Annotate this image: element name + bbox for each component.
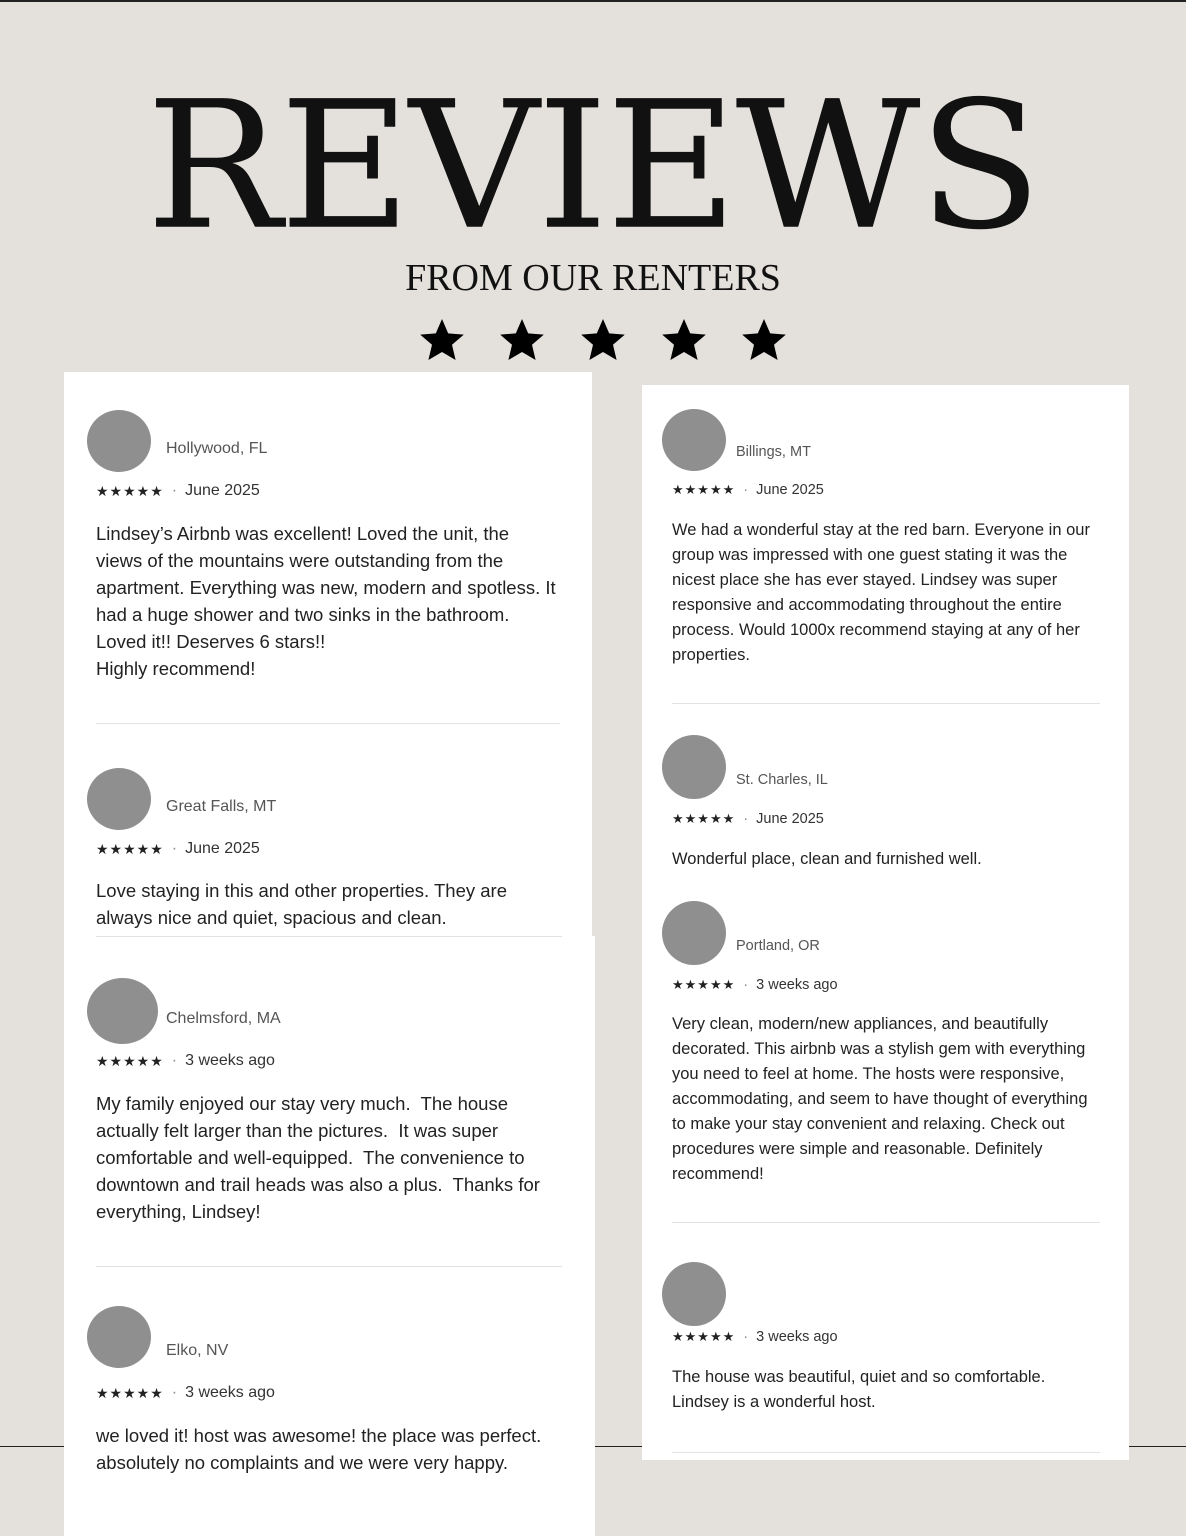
review-text: My family enjoyed our stay very much. The house actually felt larger than the pictures. It was super comfortable and well-equipped. The convenience to downtown and trail heads was also a plus. Thanks for everything, Lindsey! (96, 1093, 546, 1222)
review-date: 3 weeks ago (756, 977, 838, 993)
separator-dot: · (743, 977, 749, 993)
review-rating-row (672, 977, 838, 993)
reviewer-location: Great Falls, MT (166, 798, 277, 815)
review-date: June 2025 (756, 482, 824, 498)
avatar (87, 410, 151, 472)
review-divider (672, 1452, 1100, 1453)
reviewer-location: St. Charles, IL (736, 772, 828, 788)
reviewer-location: Billings, MT (736, 444, 811, 460)
top-border-line (0, 0, 1186, 2)
review-rating-row (672, 811, 824, 827)
star-icon (579, 316, 627, 364)
rating-stars: ★★★★★ (672, 811, 736, 826)
rating-stars: ★★★★★ (672, 482, 736, 497)
rating-stars: ★★★★★ (96, 1384, 164, 1401)
review-date: June 2025 (185, 482, 260, 499)
review-text: Wonderful place, clean and furnished well. (672, 850, 982, 868)
avatar (662, 409, 726, 471)
separator-dot: · (171, 840, 178, 857)
reviewer-location: Portland, OR (736, 938, 820, 954)
avatar (662, 735, 726, 799)
rating-stars: ★★★★★ (96, 840, 164, 857)
review-divider (96, 1266, 562, 1267)
avatar (662, 1262, 726, 1326)
review-date: 3 weeks ago (756, 1329, 838, 1345)
review-rating-row (96, 482, 260, 500)
review-text: Lindsey’s Airbnb was excellent! Loved the unit, the views of the mountains were outstanding from the apartment. Everything was new, modern and spotless. It had a huge shower and two sinks in the bathroom. Loved it!! Deserves 6 stars!! Highly recommend! (96, 523, 556, 679)
reviewer-location: Hollywood, FL (166, 440, 268, 457)
star-icon (660, 316, 708, 364)
separator-dot: · (743, 1329, 749, 1345)
rating-stars: ★★★★★ (96, 482, 164, 499)
star-icon (418, 316, 466, 364)
review-rating-row (96, 1052, 275, 1070)
review-rating-row (672, 1329, 838, 1345)
header-star-rating (418, 316, 778, 368)
review-text: we loved it! host was awesome! the place was perfect. absolutely no complaints and we were very happy. (96, 1425, 552, 1473)
review-text: Love staying in this and other properties. They are always nice and quiet, spacious and clean. (96, 880, 508, 928)
avatar (87, 768, 151, 830)
star-icon (740, 316, 788, 364)
separator-dot: · (171, 482, 178, 499)
review-text: Very clean, modern/new appliances, and beautifully decorated. This airbnb was a stylish gem with everything you need to feel at home. The hosts were responsive, accommodating, and seem to have thought of everything to make your stay convenient and relaxing. Check out procedures were simple and reasonable. Definitely recommend! (672, 1015, 1088, 1183)
review-date: 3 weeks ago (185, 1052, 275, 1069)
review-rating-row (672, 482, 824, 498)
review-date: June 2025 (185, 840, 260, 857)
review-card-left-top (64, 372, 592, 936)
rating-stars: ★★★★★ (672, 977, 736, 992)
avatar (87, 978, 158, 1044)
separator-dot: · (743, 811, 749, 827)
review-rating-row (96, 1384, 275, 1402)
rating-stars: ★★★★★ (672, 1329, 736, 1344)
review-text: We had a wonderful stay at the red barn. Everyone in our group was impressed with one guest stating it was the nicest place she has ever stayed. Lindsey was super responsive and accommodating throughout the entire process. Would 1000x recommend staying at any of her properties. (672, 521, 1090, 664)
page-title: REVIEWS (146, 64, 1040, 269)
star-icon (498, 316, 546, 364)
page-subtitle: FROM OUR RENTERS (405, 257, 781, 299)
review-divider (96, 936, 562, 937)
avatar (662, 901, 726, 965)
separator-dot: · (171, 1052, 178, 1069)
review-date: 3 weeks ago (185, 1384, 275, 1401)
reviewer-location: Chelmsford, MA (166, 1010, 281, 1027)
separator-dot: · (743, 482, 749, 498)
avatar (87, 1306, 151, 1368)
review-date: June 2025 (756, 811, 824, 827)
separator-dot: · (171, 1384, 178, 1401)
review-card-right (642, 385, 1129, 1460)
rating-stars: ★★★★★ (96, 1052, 164, 1069)
review-divider (672, 1222, 1100, 1223)
review-text: The house was beautiful, quiet and so comfortable. Lindsey is a wonderful host. (672, 1368, 1046, 1411)
review-divider (672, 703, 1100, 704)
review-card-left-bottom (64, 936, 595, 1536)
review-rating-row (96, 840, 260, 858)
review-divider (96, 723, 560, 724)
reviewer-location: Elko, NV (166, 1342, 229, 1359)
